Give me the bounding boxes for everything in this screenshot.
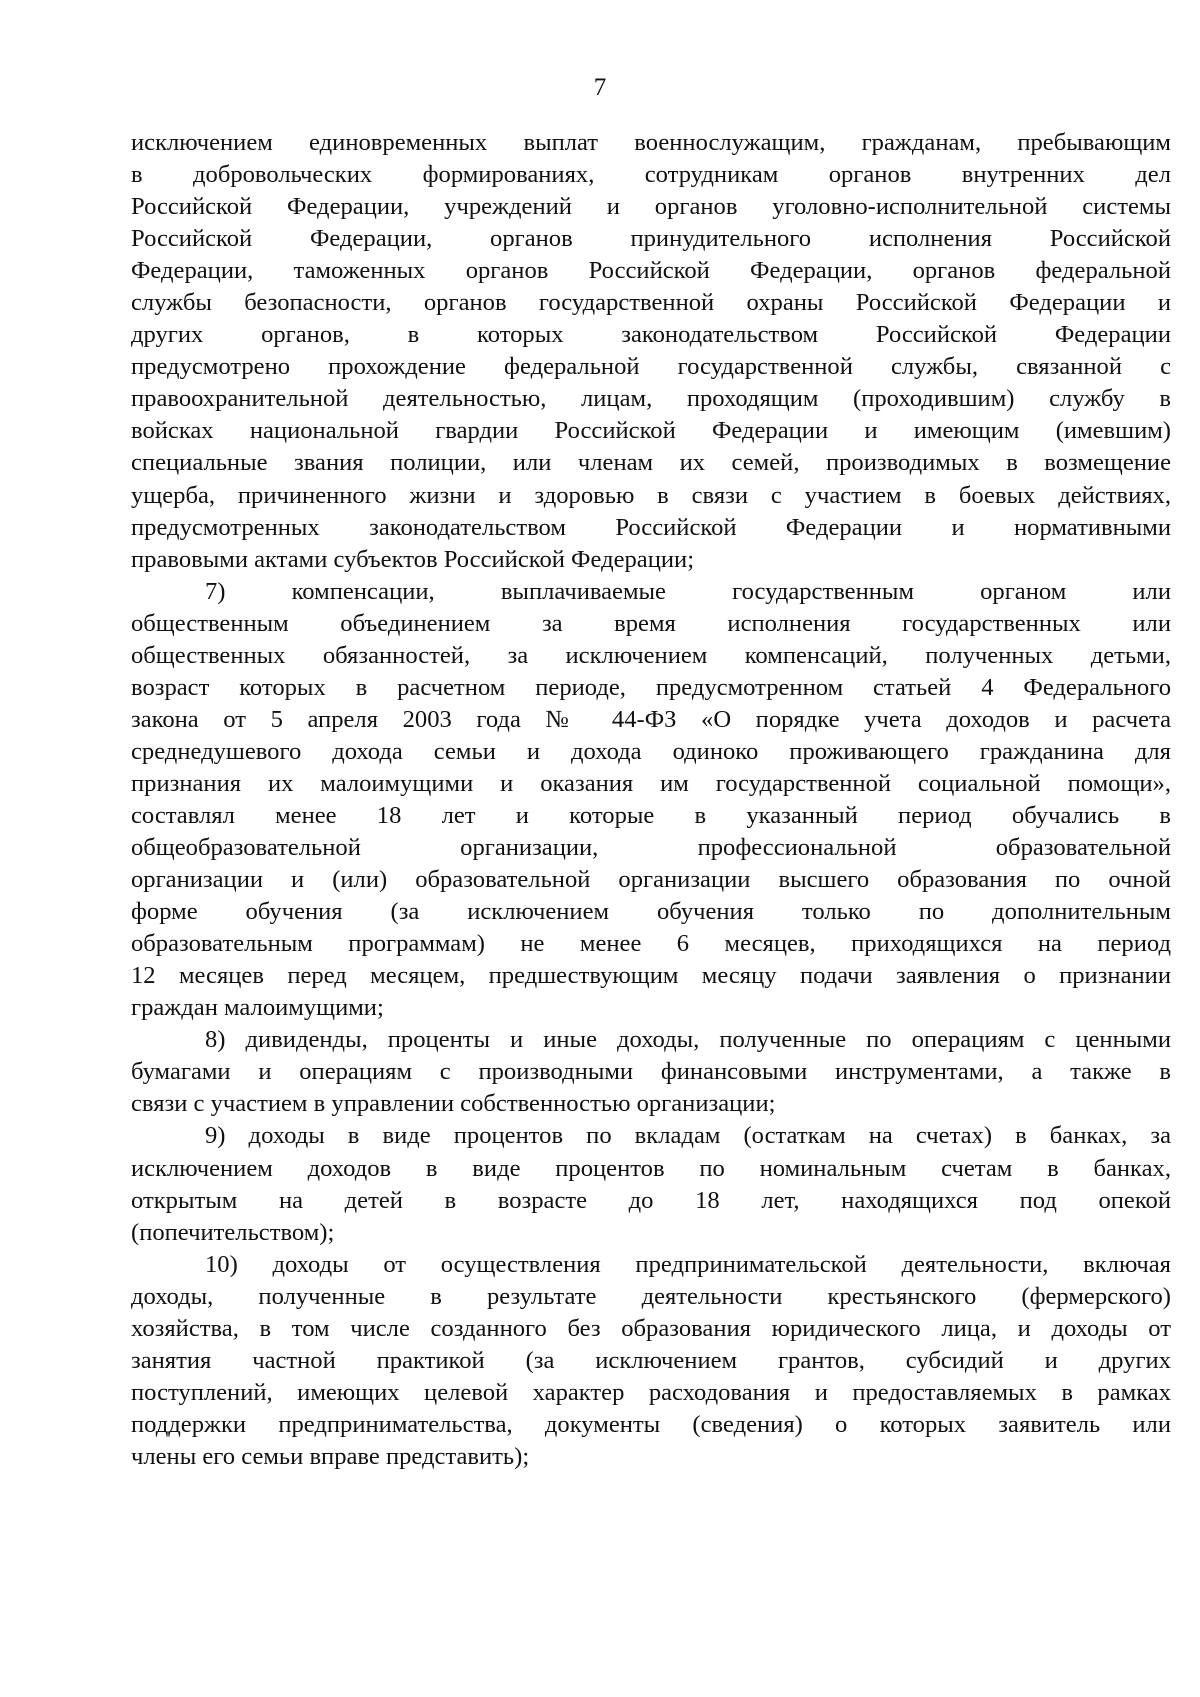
paragraph-item-7	[131, 576, 1171, 1025]
text-line: Российской Федерации, учреждений и органов уголовно-исполнительной системы	[131, 193, 1171, 221]
text-line: составлял менее 18 лет и которые в указанный период обучались в	[131, 801, 1171, 829]
text-line: организации и (или) образовательной организации высшего образования по очной	[131, 866, 1171, 894]
paragraph-item-10	[131, 1249, 1171, 1473]
text-line: закона от 5 апреля 2003 года № 44-ФЗ «О порядке учета доходов и расчета	[131, 705, 1171, 733]
text-line: 7) компенсации, выплачиваемые государственным органом или	[205, 577, 1171, 605]
text-line: связи с участием в управлении собственностью организации;	[131, 1090, 776, 1118]
text-line: форме обучения (за исключением обучения только по дополнительным	[131, 898, 1171, 926]
text-line: предусмотрено прохождение федеральной государственной службы, связанной с	[131, 353, 1171, 381]
paragraph-item-9	[131, 1120, 1171, 1248]
text-line: 9) доходы в виде процентов по вкладам (остаткам на счетах) в банках, за	[205, 1122, 1171, 1150]
text-line: правовыми актами субъектов Российской Федерации;	[131, 545, 695, 573]
text-line: граждан малоимущими;	[131, 994, 384, 1022]
text-line: 8) дивиденды, проценты и иные доходы, полученные по операциям с ценными	[205, 1026, 1171, 1054]
text-line: общественных обязанностей, за исключением компенсаций, полученных детьми,	[131, 641, 1171, 669]
text-line: предусмотренных законодательством Российской Федерации и нормативными	[131, 513, 1171, 541]
text-line: исключением доходов в виде процентов по номинальным счетам в банках,	[131, 1154, 1171, 1182]
text-line: признания их малоимущими и оказания им государственной социальной помощи»,	[131, 769, 1171, 797]
text-line: (попечительством);	[131, 1218, 335, 1246]
text-line: общеобразовательной организации, профессиональной образовательной	[131, 834, 1171, 862]
text-line: Российской Федерации, органов принудительного исполнения Российской	[131, 225, 1171, 253]
text-line: общественным объединением за время исполнения государственных или	[131, 609, 1171, 637]
text-line: службы безопасности, органов государственной охраны Российской Федерации и	[131, 289, 1171, 317]
text-line: бумагами и операциям с производными финансовыми инструментами, а также в	[131, 1058, 1171, 1086]
paragraph-continuation	[131, 127, 1171, 576]
text-line: войсках национальной гвардии Российской Федерации и имеющим (имевшим)	[131, 417, 1171, 445]
text-line: занятия частной практикой (за исключением грантов, субсидий и других	[131, 1346, 1171, 1374]
text-line: 12 месяцев перед месяцем, предшествующим месяцу подачи заявления о признании	[131, 962, 1171, 990]
text-line: поддержки предпринимательства, документы (сведения) о которых заявитель или	[131, 1410, 1171, 1438]
text-line: возраст которых в расчетном периоде, предусмотренном статьей 4 Федерального	[131, 673, 1171, 701]
page-number: 7	[593, 74, 607, 101]
text-line: среднедушевого дохода семьи и дохода одиноко проживающего гражданина для	[131, 737, 1171, 765]
text-line: в добровольческих формированиях, сотрудникам органов внутренних дел	[131, 161, 1171, 189]
text-line: других органов, в которых законодательством Российской Федерации	[131, 321, 1171, 349]
text-line: 10) доходы от осуществления предпринимательской деятельности, включая	[205, 1250, 1171, 1278]
text-line: ущерба, причиненного жизни и здоровью в связи с участием в боевых действиях,	[131, 481, 1171, 509]
text-line: открытым на детей в возрасте до 18 лет, находящихся под опекой	[131, 1186, 1171, 1214]
text-line: образовательным программам) не менее 6 месяцев, приходящихся на период	[131, 930, 1171, 958]
text-line: члены его семьи вправе представить);	[131, 1442, 530, 1470]
paragraph-item-8	[131, 1024, 1171, 1120]
text-line: специальные звания полиции, или членам их семей, производимых в возмещение	[131, 449, 1171, 477]
text-line: поступлений, имеющих целевой характер расходования и предоставляемых в рамках	[131, 1378, 1171, 1406]
text-line: правоохранительной деятельностью, лицам, проходящим (проходившим) службу в	[131, 385, 1171, 413]
text-line: доходы, полученные в результате деятельности крестьянского (фермерского)	[131, 1282, 1171, 1310]
text-line: исключением единовременных выплат военнослужащим, гражданам, пребывающим	[131, 129, 1171, 156]
text-line: хозяйства, в том числе созданного без образования юридического лица, и доходы от	[131, 1314, 1171, 1342]
text-line: Федерации, таможенных органов Российской Федерации, органов федеральной	[131, 257, 1171, 285]
document-body	[131, 127, 1171, 1473]
